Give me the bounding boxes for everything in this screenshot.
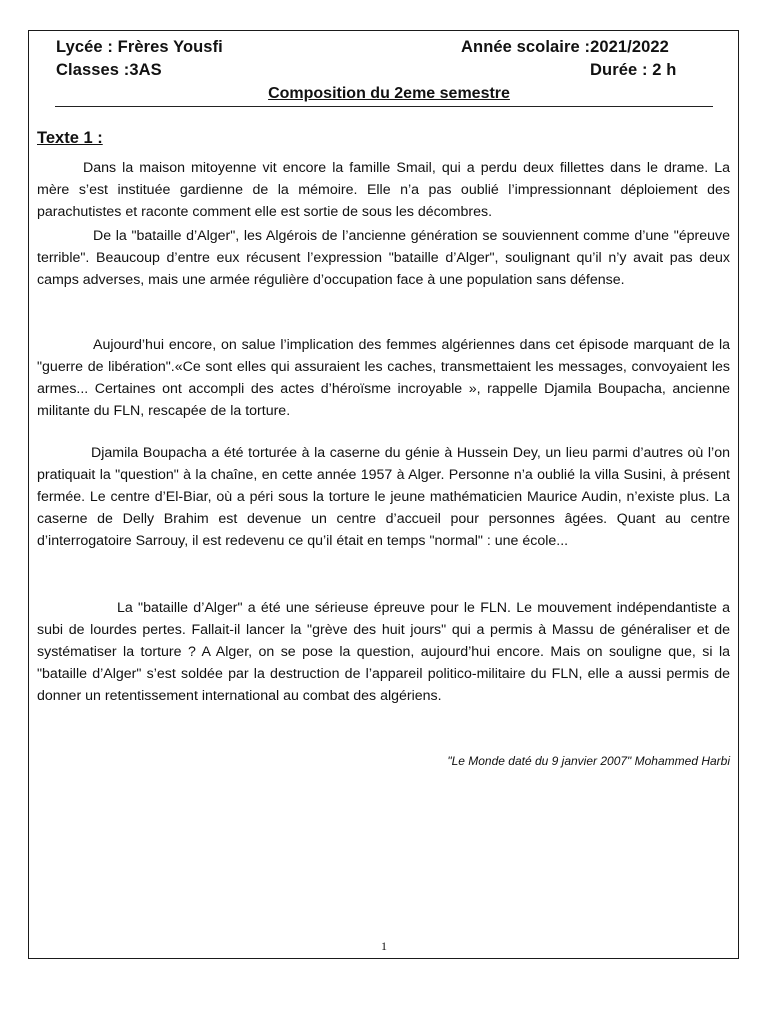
paragraph-2: De la "bataille d’Alger", les Algérois de l’ancienne génération se souviennent comme d’une "épreuve terrible". Beaucoup d’entre eux récusent l’expression "bataille d’Alger", soulignant qu’il n’y avait pas deux camps adverses, mais une armée régulière d’occupation face à une population sans défense. xyxy=(37,228,730,288)
header-divider xyxy=(55,106,713,107)
exam-duration: Durée : 2 h xyxy=(590,61,677,79)
paragraph-5: La "bataille d’Alger" a été une sérieuse épreuve pour le FLN. Le mouvement indépendantiste a subi de lourdes pertes. Fallait-il lancer la "grève des huit jours" qui a permis à Massu de généraliser et de systématiser la torture ? A Alger, on se pose la question, aujourd’hui encore. Mais on souligne que, si la "bataille d’Alger" s’est soldée par la destruction de l’appareil politico-militaire du FLN, elle a aussi permis de donner un retentissement international au combat des algériens. xyxy=(37,600,730,704)
school-name: Lycée : Frères Yousfi xyxy=(56,38,223,56)
source-citation: "Le Monde daté du 9 janvier 2007" Mohammed Harbi xyxy=(447,754,730,768)
exam-title: Composition du 2eme semestre xyxy=(268,85,510,102)
page-number: 1 xyxy=(381,939,387,953)
text-label: Texte 1 : xyxy=(37,129,103,147)
paragraph-3: Aujourd’hui encore, on salue l’implication des femmes algériennes dans cet épisode marquant de la "guerre de libération".«Ce sont elles qui assuraient les caches, transmettaient les messages, convoyaient les armes... Certaines ont accompli des actes d’héroïsme incroyable », rappelle Djamila Boupacha, ancienne militante du FLN, rescapée de la torture. xyxy=(37,337,730,419)
classes-label: Classes :3AS xyxy=(56,61,162,79)
paragraph-1: Dans la maison mitoyenne vit encore la famille Smail, qui a perdu deux fillettes dans le drame. La mère s’est instituée gardienne de la mémoire. Elle n’a pas oublié l’impressionnant déploiement des parachutistes et raconte comment elle est sortie de sous les décombres. xyxy=(37,160,730,220)
exam-title-row xyxy=(0,85,768,103)
school-year: Année scolaire :2021/2022 xyxy=(461,38,669,56)
paragraph-4: Djamila Boupacha a été torturée à la caserne du génie à Hussein Dey, un lieu parmi d’autres où l’on pratiquait la "question" à la chaîne, en cette année 1957 à Alger. Personne n’a oublié la villa Susini, à présent fermée. Le centre d’El-Biar, où a péri sous la torture le jeune mathématicien Maurice Audin, n’existe plus. La caserne de Delly Brahim est devenue un centre d’accueil pour personnes âgées. Quant au centre d’interrogatoire Sarrouy, il est redevenu ce qu’il était en temps "normal" : une école... xyxy=(37,445,730,549)
